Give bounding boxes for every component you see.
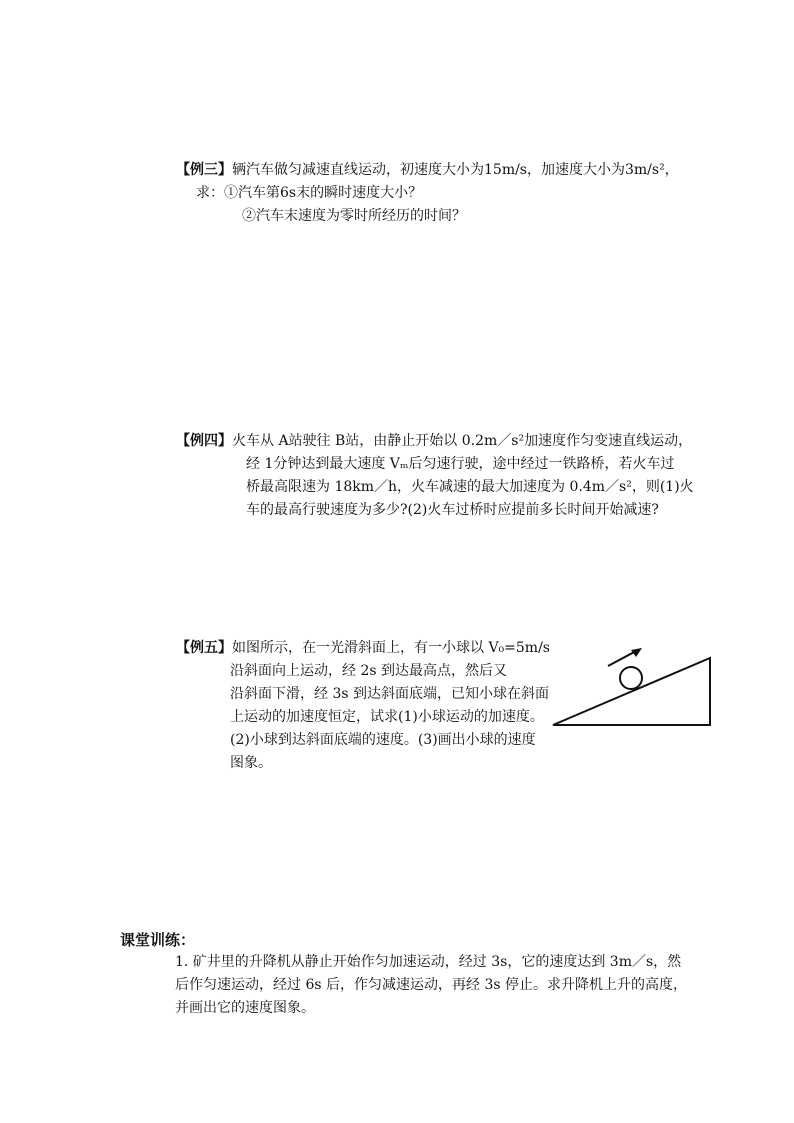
example-4-line-1: 【例四】火车从 A站驶往 B站，由静止开始以 0.2m／s²加速度作匀变速直线运动， bbox=[176, 433, 693, 449]
exercise-1 bbox=[175, 951, 687, 1020]
example-3 bbox=[176, 159, 679, 228]
incline-figure bbox=[548, 640, 718, 732]
example-3-line-2: 求：①汽车第6s末的瞬时速度大小？ bbox=[196, 185, 423, 201]
exercise-1-line-2: 后作匀速运动，经过 6s 后，作匀减速运动，再经 3s 停止。求升降机上升的高度， bbox=[175, 977, 687, 993]
exercise-1-line-1: 1. 矿井里的升降机从静止开始作匀加速运动，经过 3s，它的速度达到 3m／s，然 bbox=[175, 954, 682, 970]
example-4-line-4: 车的最高行驶速度为多少?(2)火车过桥时应提前多长时间开始减速? bbox=[246, 502, 659, 518]
example-4 bbox=[176, 430, 694, 522]
ball bbox=[620, 667, 642, 689]
example-5-label: 【例五】 bbox=[176, 640, 232, 656]
example-4-line-3: 桥最高限速为 18km／h，火车减速的最大加速度为 0.4m／s²，则(1)火 bbox=[246, 479, 694, 495]
exercise-1-line-3: 并画出它的速度图象。 bbox=[175, 1000, 315, 1016]
example-4-line-2: 经 1分钟达到最大速度 Vₘ后匀速行驶，途中经过一铁路桥，若火车过 bbox=[246, 456, 675, 472]
example-3-label: 【例三】 bbox=[176, 162, 232, 178]
example-5-line-2: 沿斜面向上运动，经 2s 到达最高点，然后又 bbox=[230, 663, 507, 679]
example-4-label: 【例四】 bbox=[176, 433, 232, 449]
example-5-line-1: 【例五】如图所示，在一光滑斜面上，有一小球以 V₀=5m/s bbox=[176, 640, 550, 656]
example-5-line-6: 图象。 bbox=[230, 755, 272, 771]
example-3-line-1: 【例三】辆汽车做匀减速直线运动，初速度大小为15m/s，加速度大小为3m/s²， bbox=[176, 162, 679, 178]
example-3-line-3: ②汽车末速度为零时所经历的时间？ bbox=[242, 208, 466, 224]
example-5-line-5: (2)小球到达斜面底端的速度。(3)画出小球的速度 bbox=[230, 732, 536, 748]
example-5 bbox=[176, 637, 550, 775]
section-title: 课堂训练： bbox=[120, 931, 196, 949]
example-5-line-3: 沿斜面下滑，经 3s 到达斜面底端，已知小球在斜面 bbox=[230, 686, 549, 702]
example-5-line-4: 上运动的加速度恒定，试求(1)小球运动的加速度。 bbox=[230, 709, 544, 725]
